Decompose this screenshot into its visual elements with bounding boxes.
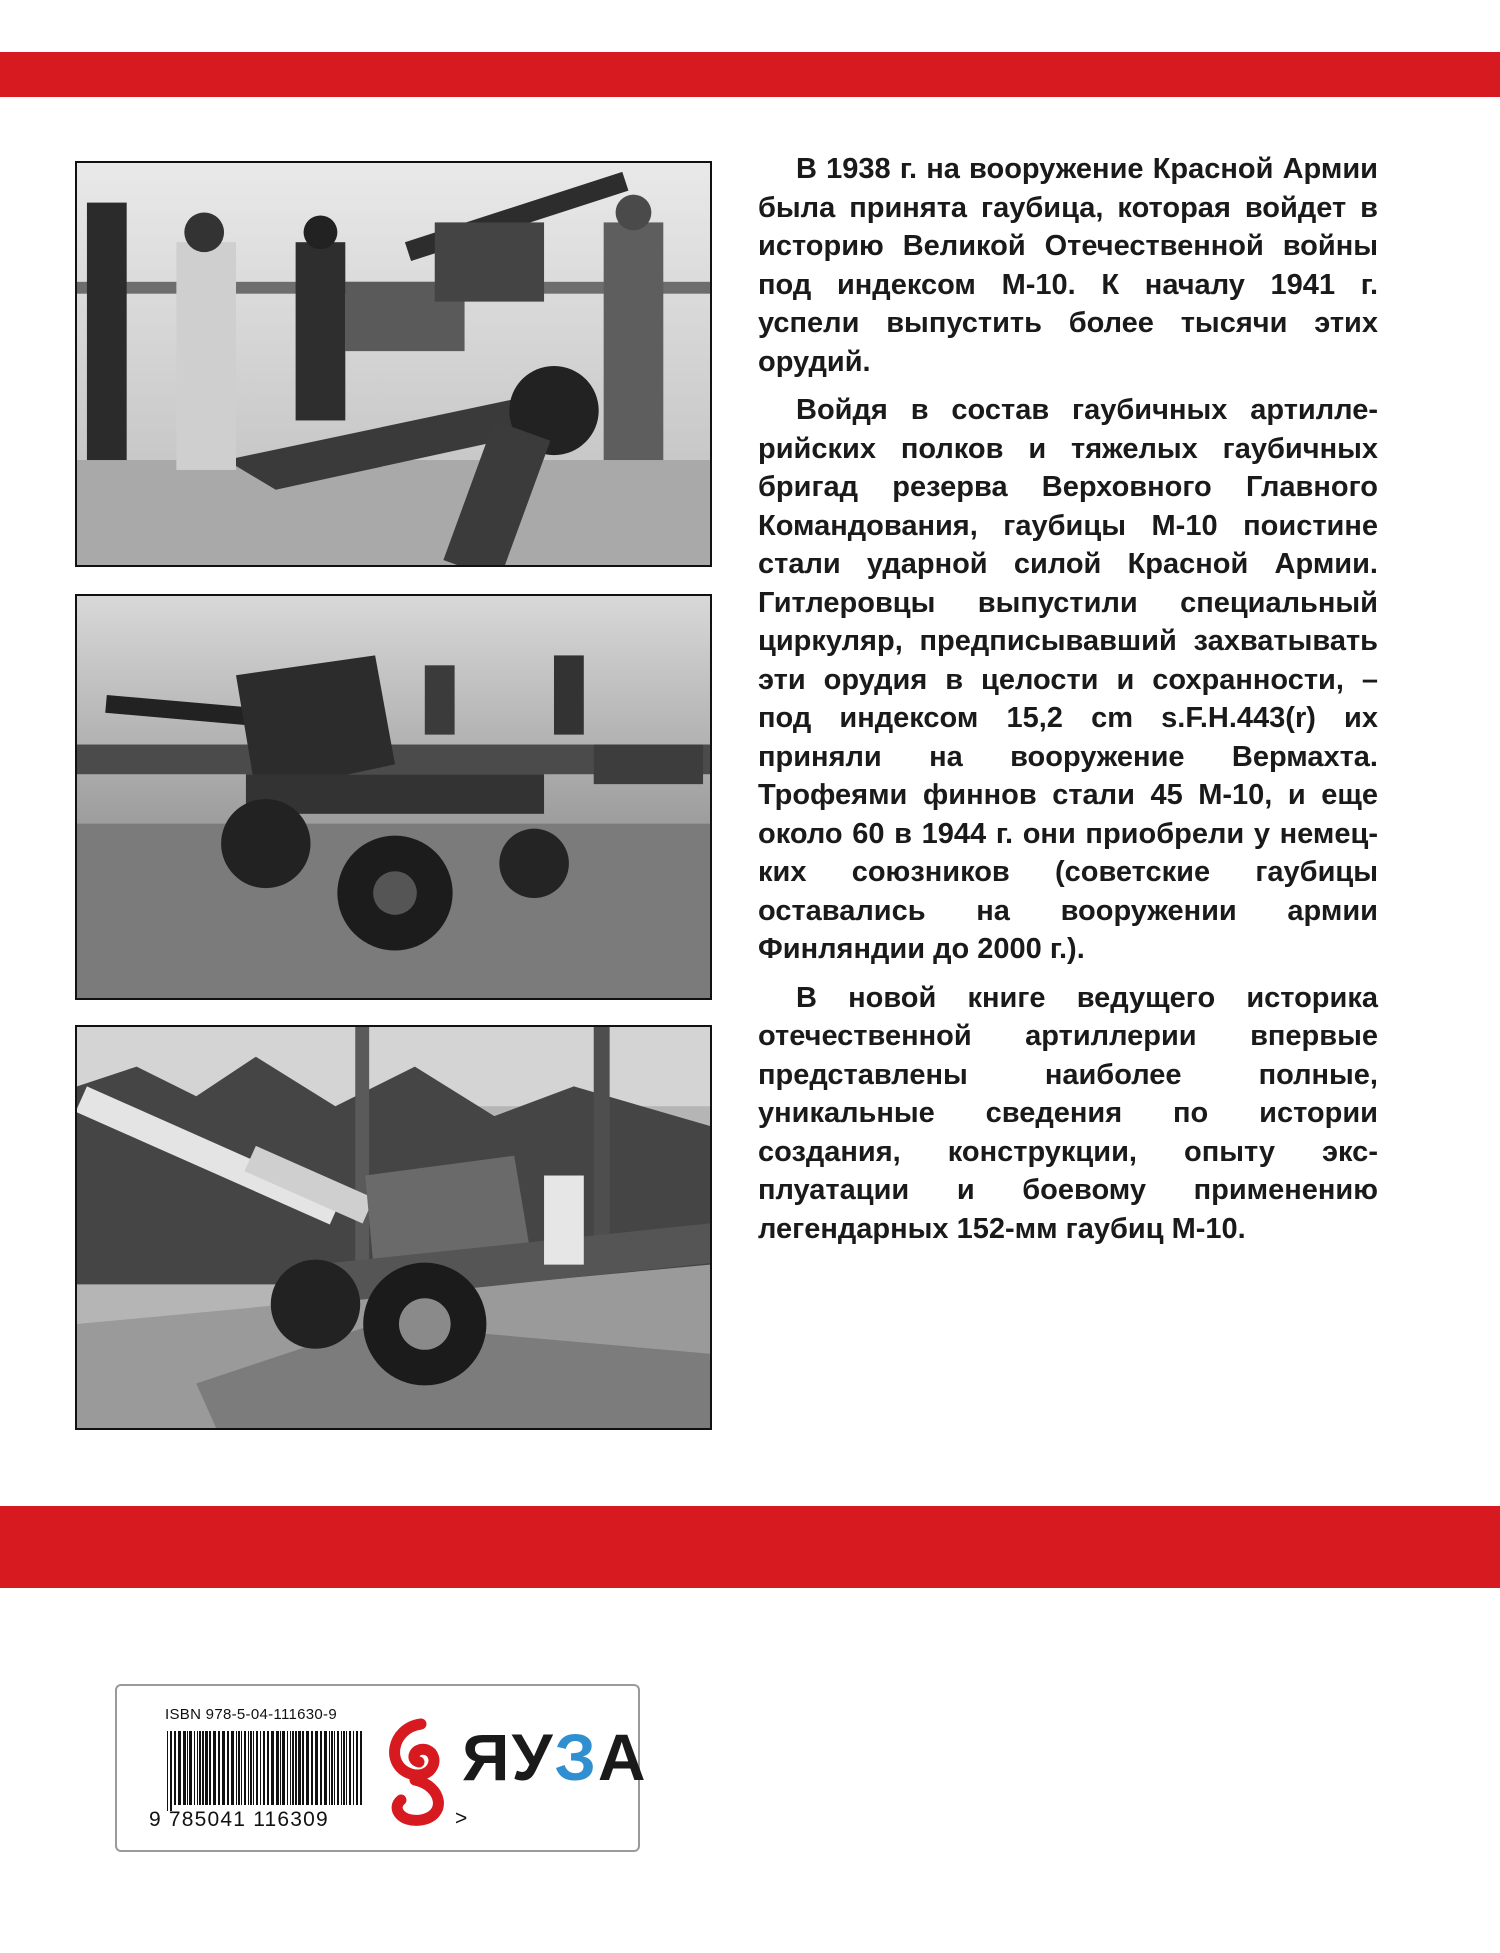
- barcode-icon: [167, 1731, 367, 1811]
- towed-howitzer-illustration: [77, 596, 710, 998]
- logo-letter: Я: [462, 1720, 512, 1794]
- barcode-bar: [205, 1731, 208, 1805]
- barcode-bar: [241, 1731, 242, 1805]
- publisher-logo: [462, 1720, 648, 1794]
- barcode-bar: [267, 1731, 269, 1805]
- logo-letter: А: [597, 1720, 648, 1794]
- paragraph: В 1938 г. на вооружение Красной Армии была принята гаубица, которая войдет в историю Великой Отечественной войны под индексом М-10. К началу 1941 г. успели выпустить более тысячи этих орудий.: [758, 153, 1378, 378]
- barcode-bar: [280, 1731, 281, 1805]
- barcode-bar: [356, 1731, 358, 1805]
- barcode-bar: [337, 1731, 339, 1805]
- barcode-bar: [320, 1731, 322, 1805]
- barcode-digits: 9 785041 116309: [149, 1808, 329, 1831]
- paragraph: В новой книге ведущего историка отечественной артиллерии впервые представлены наиболее полные, уникальные сведения по истории создания, конструкции, опыту эксплуатации и боевому применению легендарных 152-мм гаубиц М-10.: [758, 981, 1378, 1245]
- barcode-bar: [276, 1731, 279, 1805]
- barcode-bar: [329, 1731, 330, 1805]
- barcode-bar: [197, 1731, 198, 1805]
- barcode-bar: [282, 1731, 285, 1805]
- barcode-bar: [315, 1731, 318, 1805]
- barcode-bar: [170, 1731, 172, 1811]
- barcode-panel: [115, 1684, 648, 1852]
- barcode-bar: [194, 1731, 195, 1805]
- barcode-bar: [218, 1731, 220, 1805]
- publisher-logo-text: [462, 1720, 648, 1794]
- barcode-bar: [167, 1731, 168, 1811]
- barcode-bar: [287, 1731, 288, 1805]
- barcode-trailing-mark: >: [455, 1807, 468, 1830]
- barcode-bar: [209, 1731, 211, 1805]
- barcode-bar: [189, 1731, 192, 1805]
- logo-letter: У: [511, 1720, 555, 1794]
- barcode-bar: [213, 1731, 216, 1805]
- howitzer-crew-photo: [75, 161, 712, 567]
- barcode-bar: [271, 1731, 274, 1805]
- barcode-bar: [178, 1731, 181, 1805]
- barcode-bar: [253, 1731, 254, 1805]
- museum-howitzer-illustration: [77, 1027, 710, 1428]
- logo-letter: З: [554, 1720, 598, 1794]
- barcode-bar: [341, 1731, 342, 1805]
- barcode-bar: [244, 1731, 246, 1805]
- barcode-bar: [250, 1731, 252, 1805]
- howitzer-crew-illustration: [77, 163, 710, 565]
- barcode-bar: [199, 1731, 201, 1805]
- barcode-bar: [324, 1731, 327, 1805]
- barcode-bar: [331, 1731, 333, 1805]
- barcode-bar: [290, 1731, 291, 1805]
- barcode-bar: [263, 1731, 265, 1805]
- barcode-bar: [353, 1731, 354, 1805]
- barcode-bar: [227, 1731, 229, 1805]
- barcode-bar: [306, 1731, 309, 1805]
- barcode-bar: [346, 1731, 347, 1805]
- barcode-bar: [302, 1731, 304, 1805]
- barcode-bar: [256, 1731, 258, 1805]
- description-text: [758, 150, 1378, 1258]
- barcode-bar: [298, 1731, 301, 1805]
- barcode-bar: [174, 1731, 176, 1805]
- barcode-bar: [360, 1731, 362, 1805]
- barcode-bar: [236, 1731, 237, 1805]
- barcode-bar: [260, 1731, 261, 1805]
- barcode-bar: [238, 1731, 240, 1805]
- barcode-bar: [187, 1731, 188, 1805]
- barcode-bar: [292, 1731, 294, 1805]
- barcode-bar: [311, 1731, 313, 1805]
- paragraph: Войдя в состав гаубичных артиллерийских полков и тяжелых гаубичных бригад резерва Верховного Главного Командования, гаубицы М-10 поистине стали ударной силой Красной Армии. Гитлеровцы выпустили специальный циркуляр, предписывавший захватывать эти орудия в целости и сохранности, – под индексом 15,2 cm s.F.H.443(r) их приняли на вооружение Вермахта. Трофеями финнов стали 45 М-10, и еще около 60 в 1944 г. они приобрели у немецких союзников (советские гаубицы оставались на вооружении армии Финляндии до 2000 г.).: [758, 394, 1378, 965]
- barcode-bar: [231, 1731, 234, 1805]
- museum-howitzer-photo: [75, 1025, 712, 1430]
- bottom-red-band: [0, 1506, 1500, 1588]
- barcode-bar: [334, 1731, 335, 1805]
- barcode-bar: [202, 1731, 204, 1805]
- isbn-label: ISBN 978-5-04-111630-9: [165, 1706, 337, 1723]
- barcode-bar: [343, 1731, 345, 1805]
- barcode-bar: [248, 1731, 249, 1805]
- barcode-bar: [349, 1731, 351, 1805]
- barcode-bar: [222, 1731, 225, 1805]
- barcode-bar: [295, 1731, 297, 1805]
- top-red-band: [0, 52, 1500, 97]
- towed-howitzer-photo: [75, 594, 712, 1000]
- barcode-bar: [183, 1731, 186, 1805]
- eksmo-logo-icon: [381, 1716, 453, 1826]
